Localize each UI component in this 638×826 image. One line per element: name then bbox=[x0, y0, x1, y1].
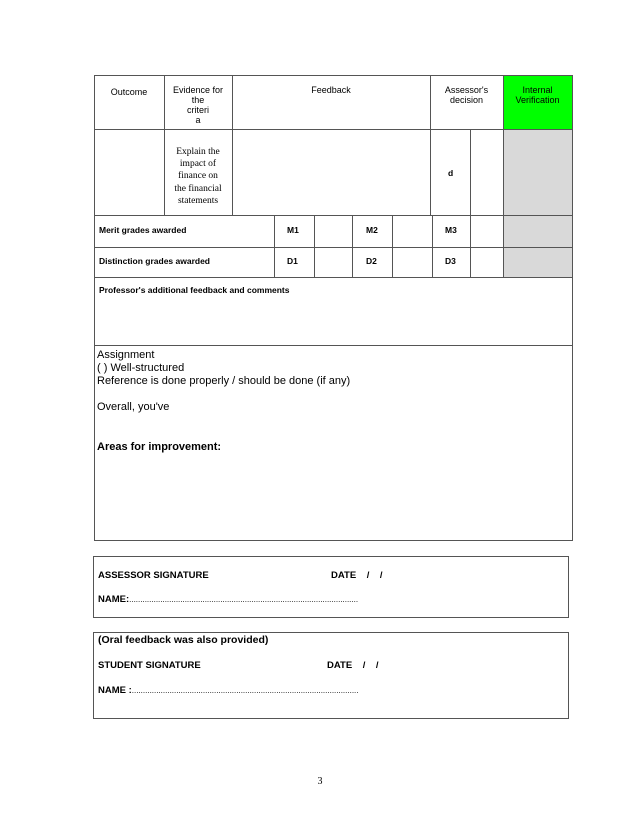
distinction-grades-label: Distinction grades awarded bbox=[99, 256, 210, 266]
internal-verification-header: Internal Verification bbox=[515, 85, 560, 105]
professor-feedback-label: Professor's additional feedback and comments bbox=[99, 285, 290, 295]
assessor-decision-header: Assessor's decision bbox=[444, 85, 489, 105]
assessor-name-line: NAME:....................................................................................................... bbox=[98, 594, 359, 605]
assignment-title: Assignment bbox=[97, 349, 155, 361]
distinction-d3: D3 bbox=[445, 256, 456, 266]
table-border bbox=[94, 75, 573, 541]
outcome-header: Outcome bbox=[110, 87, 148, 97]
areas-for-improvement: Areas for improvement: bbox=[97, 441, 222, 453]
merit-m1: M1 bbox=[287, 225, 299, 235]
page-number: 3 bbox=[317, 776, 323, 787]
well-structured-line: ( ) Well-structured bbox=[97, 362, 185, 374]
merit-grades-label: Merit grades awarded bbox=[99, 225, 187, 235]
assessor-date-label: DATE / / bbox=[331, 570, 383, 581]
student-name-line: NAME :...................................................................................................... bbox=[98, 685, 359, 696]
overall-line: Overall, you've bbox=[97, 401, 170, 413]
evidence-header: Evidence for the criteri a bbox=[172, 85, 224, 125]
assessor-signature-box bbox=[93, 556, 569, 618]
student-date-label: DATE / / bbox=[327, 660, 379, 671]
merit-m2: M2 bbox=[366, 225, 378, 235]
feedback-header: Feedback bbox=[311, 85, 351, 95]
student-signature-label: STUDENT SIGNATURE bbox=[98, 660, 201, 671]
oral-feedback-note: (Oral feedback was also provided) bbox=[98, 634, 269, 646]
assessor-signature-label: ASSESSOR SIGNATURE bbox=[98, 570, 209, 581]
criterion-text: Explain the impact of finance on the financial statements bbox=[174, 147, 222, 206]
distinction-d1: D1 bbox=[287, 256, 298, 266]
assessor-decision-value: d bbox=[448, 168, 454, 178]
reference-line: Reference is done properly / should be done (if any) bbox=[97, 375, 351, 387]
merit-m3: M3 bbox=[445, 225, 457, 235]
distinction-d2: D2 bbox=[366, 256, 377, 266]
